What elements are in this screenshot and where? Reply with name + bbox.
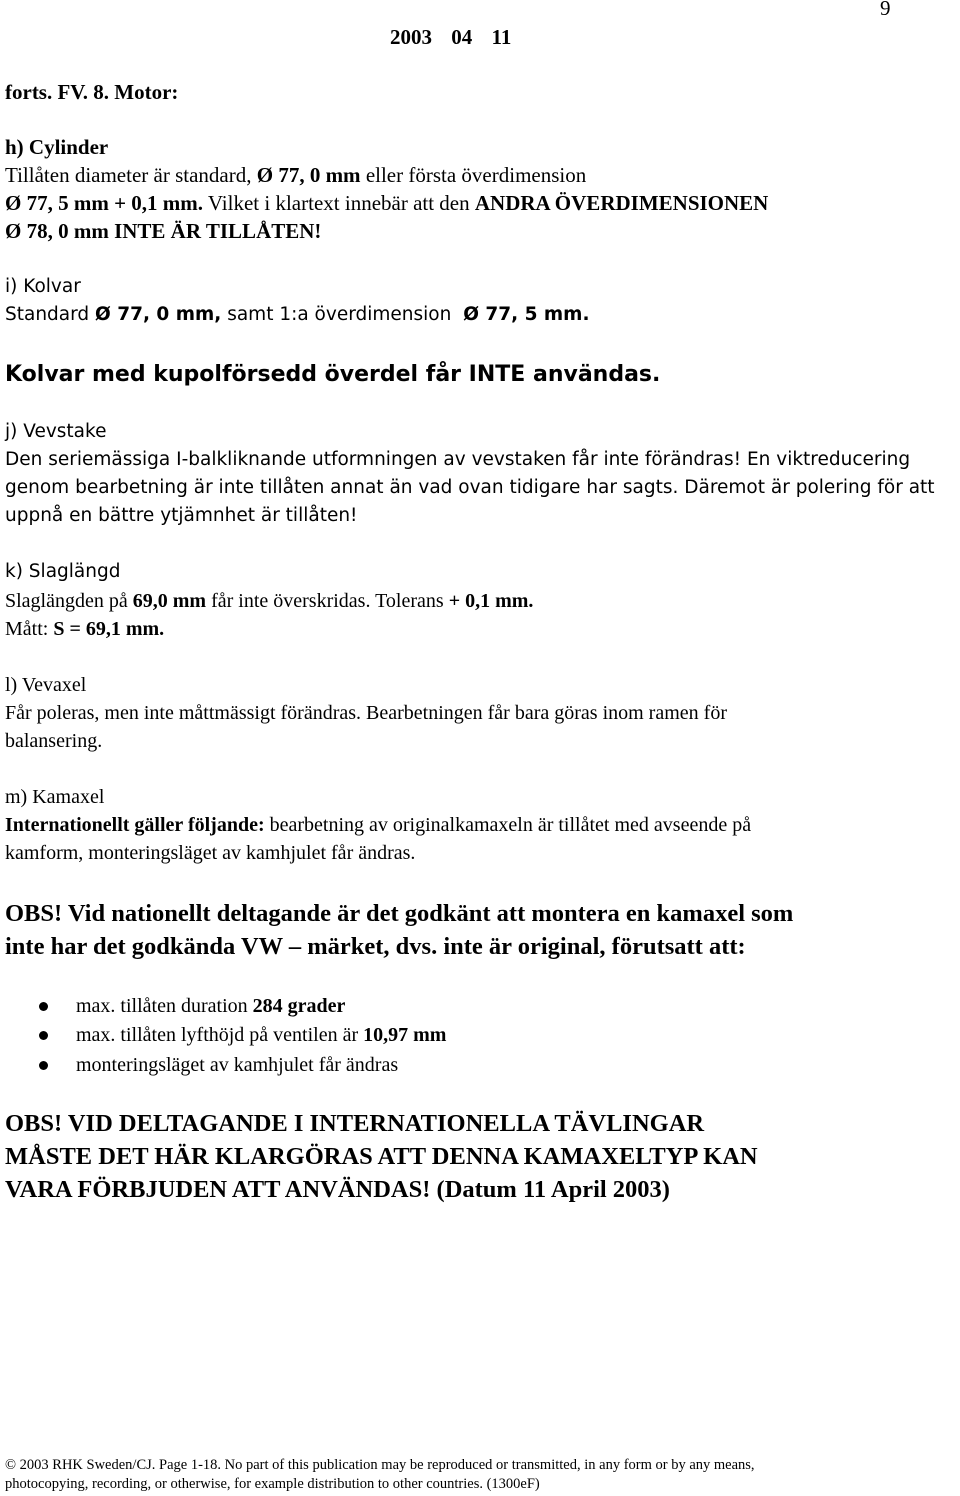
pistons-heading: i) Kolvar <box>5 276 81 297</box>
oversize-piston: Ø 77, 5 mm. <box>463 304 590 325</box>
stroke-value: 69,0 mm <box>132 590 207 612</box>
obs-international-line-2: MÅSTE DET HÄR KLARGÖRAS ATT DENNA KAMAXELTYP KAN <box>5 1143 758 1170</box>
pistons-line-1 <box>5 301 589 329</box>
cylinder-text: Tillåten diameter är standard, <box>5 163 257 187</box>
crankshaft-heading: l) Vevaxel <box>5 674 87 696</box>
cylinder-line-2 <box>5 189 768 217</box>
condition-value: 10,97 mm <box>363 1024 447 1046</box>
stroke-measure: S = 69,1 mm. <box>53 618 165 640</box>
pistons-text: Standard <box>5 304 96 325</box>
obs-national-line-2: inte har det godkända VW – märket, dvs. inte är original, förutsatt att: <box>5 933 746 960</box>
stroke-tolerance: + 0,1 mm. <box>448 590 534 612</box>
conrod-heading: j) Vevstake <box>5 421 107 442</box>
condition-text: max. tillåten duration <box>76 995 253 1017</box>
obs-international-line-1: OBS! VID DELTAGANDE I INTERNATIONELLA TÄVLINGAR <box>5 1110 705 1137</box>
bullet-icon <box>39 1061 48 1070</box>
obs-international-line-3: VARA FÖRBJUDEN ATT ANVÄNDAS! (Datum 11 April 2003) <box>5 1176 670 1203</box>
condition-value: 284 grader <box>252 995 346 1017</box>
oversize-diameter: Ø 77, 5 mm + 0,1 mm. <box>5 191 204 215</box>
camshaft-line-1 <box>5 811 751 839</box>
footer-line-2: photocopying, recording, or otherwise, for example distribution to other countries. (1300eF) <box>5 1476 540 1492</box>
stroke-text: får inte överskridas. Tolerans <box>206 590 449 612</box>
condition-text: monteringsläget av kamhjulet får ändras <box>76 1054 399 1076</box>
cylinder-heading: h) Cylinder <box>5 135 109 159</box>
pistons-text: samt 1:a överdimension <box>221 304 458 325</box>
condition-text: max. tillåten lyfthöjd på ventilen är <box>76 1024 364 1046</box>
obs-national-line-1: OBS! Vid nationellt deltagande är det godkänt att montera en kamaxel som <box>5 900 794 927</box>
second-oversize: ANDRA ÖVERDIMENSIONEN <box>474 191 769 215</box>
crankshaft-line-2: balansering. <box>5 730 103 752</box>
stroke-line-2 <box>5 615 164 643</box>
conrod-line-2: genom bearbetning är inte tillåten annat än vad ovan tidigare har sagts. Däremot är polering för att <box>5 477 935 498</box>
bullet-icon <box>39 1002 48 1011</box>
cylinder-line-3: Ø 78, 0 mm INTE ÄR TILLÅTEN! <box>5 219 322 243</box>
cylinder-text: Vilket i klartext innebär att den <box>203 191 475 215</box>
document-date: 2003 04 11 <box>390 25 512 49</box>
bullet-icon <box>39 1031 48 1040</box>
conrod-line-3: uppnå en bättre ytjämnhet är tillåten! <box>5 505 358 526</box>
page-number: 9 <box>880 0 891 20</box>
standard-diameter: Ø 77, 0 mm <box>256 163 361 187</box>
crankshaft-line-1: Får poleras, men inte måttmässigt förändras. Bearbetningen får bara göras inom ramen för <box>5 702 727 724</box>
cylinder-text: eller första överdimension <box>360 163 587 187</box>
conrod-line-1: Den seriemässiga I-balkliknande utformningen av vevstaken får inte förändras! En viktreducering <box>5 449 911 470</box>
stroke-line-1 <box>5 587 533 615</box>
section-header: forts. FV. 8. Motor: <box>5 80 179 104</box>
pistons-warning: Kolvar med kupolförsedd överdel får INTE användas. <box>5 362 661 387</box>
international-rule: Internationellt gäller följande: <box>5 814 265 836</box>
footer-line-1: © 2003 RHK Sweden/CJ. Page 1-18. No part of this publication may be reproduced or transmitted, in any form or by any means, <box>5 1457 755 1473</box>
cylinder-line-1 <box>5 161 586 189</box>
stroke-text: Mått: <box>5 618 54 640</box>
standard-piston: Ø 77, 0 mm, <box>95 304 222 325</box>
camshaft-line-2: kamform, monteringsläget av kamhjulet får ändras. <box>5 842 416 864</box>
stroke-text: Slaglängden på <box>5 590 133 612</box>
stroke-heading: k) Slaglängd <box>5 561 121 582</box>
camshaft-text: bearbetning av originalkamaxeln är tillåtet med avseende på <box>264 814 752 836</box>
camshaft-heading: m) Kamaxel <box>5 786 105 808</box>
